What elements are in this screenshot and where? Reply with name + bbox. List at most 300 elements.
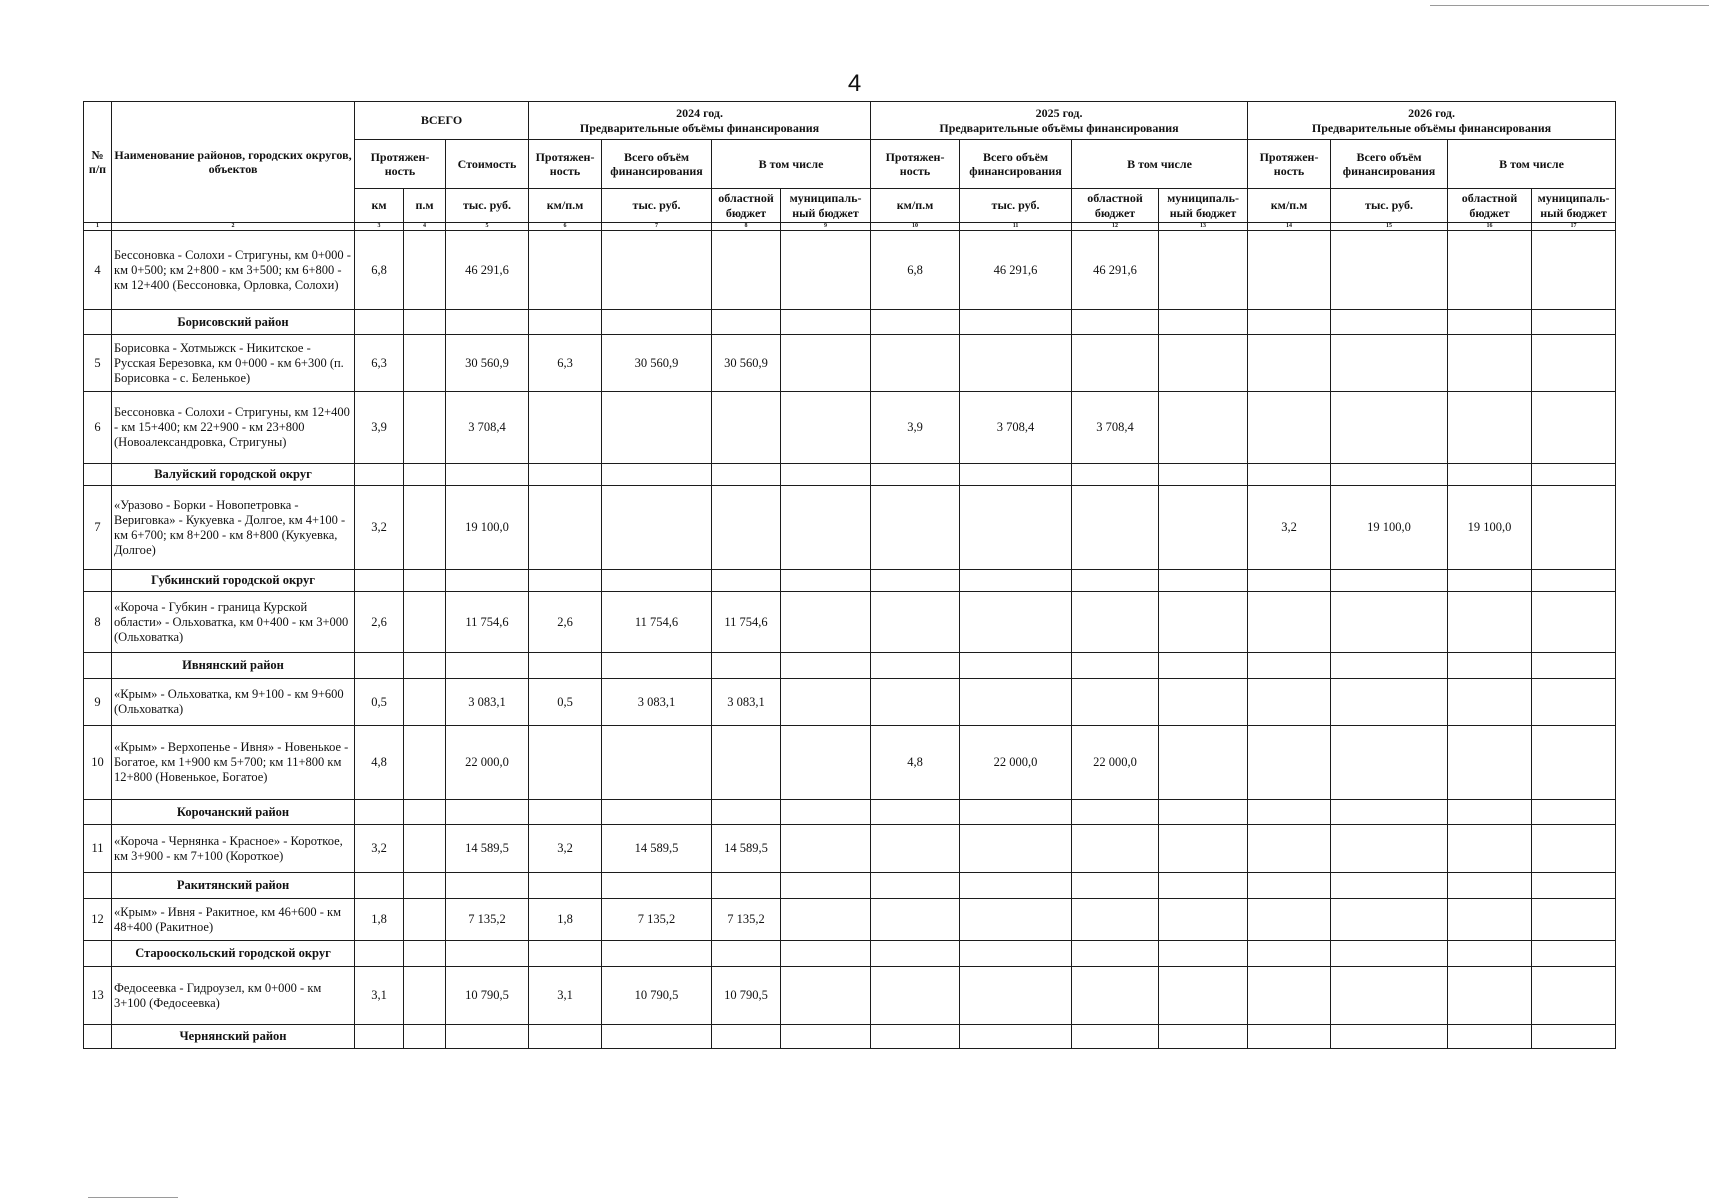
y25-length-header: Протяжен-ность (871, 140, 960, 189)
cell-y24-total (602, 231, 712, 310)
cell-y25-reg (1072, 967, 1159, 1025)
empty-cell (1331, 653, 1448, 679)
cell-y24-reg (712, 231, 781, 310)
cell-y26-total: 19 100,0 (1331, 486, 1448, 570)
cell-y24-mun (781, 231, 871, 310)
empty-cell (1072, 941, 1159, 967)
district-row (84, 653, 1616, 679)
cell-y25-len (871, 486, 960, 570)
cell-km: 2,6 (355, 592, 404, 653)
cell-y24-reg: 14 589,5 (712, 825, 781, 873)
empty-cell (84, 873, 112, 899)
cell-y24-total: 14 589,5 (602, 825, 712, 873)
object-name: «Крым» - Ольховатка, км 9+100 - км 9+600 (Ольховатка) (112, 679, 355, 726)
cell-y24-total: 11 754,6 (602, 592, 712, 653)
empty-cell (960, 873, 1072, 899)
district-name: Ивнянский район (112, 653, 355, 679)
cell-y26-len: 3,2 (1248, 486, 1331, 570)
empty-cell (960, 653, 1072, 679)
cell-cost: 30 560,9 (446, 335, 529, 392)
district-row (84, 570, 1616, 592)
column-numbers-row (84, 223, 1616, 231)
cell-y24-total: 3 083,1 (602, 679, 712, 726)
cell-y24-mun (781, 335, 871, 392)
year-subtitle: Предварительные объёмы финансирования (1311, 120, 1552, 135)
empty-cell (446, 464, 529, 486)
empty-cell (1532, 310, 1616, 335)
empty-cell (781, 570, 871, 592)
empty-cell (960, 941, 1072, 967)
empty-cell (1072, 800, 1159, 825)
district-name: Корочанский район (112, 800, 355, 825)
column-number: 2 (112, 223, 355, 231)
empty-cell (84, 310, 112, 335)
column-number: 16 (1448, 223, 1532, 231)
cell-y24-len: 3,2 (529, 825, 602, 873)
column-number: 14 (1248, 223, 1331, 231)
empty-cell (355, 464, 404, 486)
year-subtitle: Предварительные объёмы финансирования (939, 120, 1179, 135)
empty-cell (1331, 310, 1448, 335)
empty-cell (355, 941, 404, 967)
empty-cell (1532, 653, 1616, 679)
empty-cell (871, 800, 960, 825)
cell-y24-total (602, 486, 712, 570)
cell-y24-total: 10 790,5 (602, 967, 712, 1025)
cell-y25-len (871, 825, 960, 873)
cell-y26-total (1331, 967, 1448, 1025)
cell-y26-reg (1448, 335, 1532, 392)
empty-cell (1532, 941, 1616, 967)
cell-y25-len (871, 967, 960, 1025)
cell-y24-mun (781, 679, 871, 726)
y26-volume-header: Всего объём финансирования (1331, 140, 1448, 189)
cell-y25-len: 6,8 (871, 231, 960, 310)
object-name: Бессоновка - Солохи - Стригуны, км 0+000 - км 0+500; км 2+800 - км 3+500; км 6+800 - км 12+400 (Бессоновка, Орловка, Солохи) (112, 231, 355, 310)
empty-cell (1448, 873, 1532, 899)
empty-cell (446, 570, 529, 592)
row-number: 9 (84, 679, 112, 726)
cell-y26-total (1331, 726, 1448, 800)
cell-y26-len (1248, 392, 1331, 464)
cell-cost: 19 100,0 (446, 486, 529, 570)
year-2025-header (871, 102, 1248, 140)
cell-y24-reg (712, 726, 781, 800)
empty-cell (404, 570, 446, 592)
empty-cell (84, 653, 112, 679)
y26-incl-header: В том числе (1448, 140, 1616, 189)
cell-pm (404, 486, 446, 570)
cell-y25-reg: 22 000,0 (1072, 726, 1159, 800)
cell-y26-len (1248, 679, 1331, 726)
district-row (84, 873, 1616, 899)
column-number: 11 (960, 223, 1072, 231)
empty-cell (1072, 1025, 1159, 1049)
cell-km: 6,3 (355, 335, 404, 392)
empty-cell (1159, 941, 1248, 967)
column-number: 15 (1331, 223, 1448, 231)
empty-cell (1072, 873, 1159, 899)
cell-y24-mun (781, 899, 871, 941)
unit-regional: областной бюджет (712, 189, 781, 223)
unit-regional: областной бюджет (1072, 189, 1159, 223)
cell-y25-mun (1159, 335, 1248, 392)
unit-kmpm: км/п.м (871, 189, 960, 223)
column-number: 7 (602, 223, 712, 231)
row-number: 4 (84, 231, 112, 310)
cell-km: 4,8 (355, 726, 404, 800)
district-row (84, 464, 1616, 486)
col-total-header: ВСЕГО (355, 102, 529, 140)
empty-cell (1532, 800, 1616, 825)
year-title: 2024 год. (676, 106, 723, 121)
cell-y25-total (960, 592, 1072, 653)
unit-thous: тыс. руб. (602, 189, 712, 223)
total-length-header: Протяжен-ность (355, 140, 446, 189)
cell-y26-len (1248, 967, 1331, 1025)
cell-y24-mun (781, 967, 871, 1025)
cell-y26-reg (1448, 231, 1532, 310)
empty-cell (446, 310, 529, 335)
empty-cell (712, 570, 781, 592)
empty-cell (404, 800, 446, 825)
empty-cell (1331, 570, 1448, 592)
cell-y24-total: 7 135,2 (602, 899, 712, 941)
empty-cell (1159, 464, 1248, 486)
object-name: «Крым» - Ивня - Ракитное, км 46+600 - км 48+400 (Ракитное) (112, 899, 355, 941)
cell-y25-len (871, 679, 960, 726)
cell-y25-mun (1159, 899, 1248, 941)
district-name: Валуйский городской округ (112, 464, 355, 486)
cell-y24-mun (781, 592, 871, 653)
district-name: Борисовский район (112, 310, 355, 335)
empty-cell (1532, 873, 1616, 899)
cell-km: 3,9 (355, 392, 404, 464)
empty-cell (84, 570, 112, 592)
cell-y24-mun (781, 486, 871, 570)
cell-y25-reg (1072, 592, 1159, 653)
empty-cell (1248, 570, 1331, 592)
table-row (84, 825, 1616, 873)
cell-pm (404, 967, 446, 1025)
empty-cell (1331, 464, 1448, 486)
cell-y24-reg: 11 754,6 (712, 592, 781, 653)
row-number: 10 (84, 726, 112, 800)
unit-km: км (355, 189, 404, 223)
object-name: Бессоновка - Солохи - Стригуны, км 12+400 - км 15+400; км 22+900 - км 23+800 (Новоалександровка, Стригуны) (112, 392, 355, 464)
cell-y24-len (529, 392, 602, 464)
empty-cell (602, 800, 712, 825)
empty-cell (404, 653, 446, 679)
cell-y25-total (960, 486, 1072, 570)
empty-cell (84, 800, 112, 825)
column-number: 5 (446, 223, 529, 231)
cell-y25-reg: 46 291,6 (1072, 231, 1159, 310)
empty-cell (871, 310, 960, 335)
row-number: 5 (84, 335, 112, 392)
cell-y26-len (1248, 335, 1331, 392)
empty-cell (446, 653, 529, 679)
cell-y25-reg: 3 708,4 (1072, 392, 1159, 464)
cell-y26-len (1248, 592, 1331, 653)
empty-cell (602, 873, 712, 899)
object-name: «Крым» - Верхопенье - Ивня» - Новенькое - Богатое, км 1+900 км 5+700; км 11+800 км 12+800 (Новенькое, Богатое) (112, 726, 355, 800)
col-name-header: Наименование районов, городских округов, объектов (112, 102, 355, 223)
cell-y25-total: 22 000,0 (960, 726, 1072, 800)
empty-cell (355, 310, 404, 335)
empty-cell (1248, 941, 1331, 967)
cell-y24-mun (781, 726, 871, 800)
empty-cell (781, 800, 871, 825)
district-name: Чернянский район (112, 1025, 355, 1049)
cell-y25-len (871, 592, 960, 653)
column-number: 9 (781, 223, 871, 231)
cell-y24-len: 0,5 (529, 679, 602, 726)
empty-cell (1331, 941, 1448, 967)
empty-cell (781, 653, 871, 679)
empty-cell (871, 1025, 960, 1049)
empty-cell (960, 464, 1072, 486)
cell-y26-mun (1532, 486, 1616, 570)
empty-cell (1248, 800, 1331, 825)
empty-cell (712, 310, 781, 335)
cell-y25-len: 3,9 (871, 392, 960, 464)
empty-cell (1331, 873, 1448, 899)
cell-y25-mun (1159, 726, 1248, 800)
cell-km: 3,1 (355, 967, 404, 1025)
cell-y25-total: 46 291,6 (960, 231, 1072, 310)
district-name: Губкинский городской округ (112, 570, 355, 592)
empty-cell (529, 1025, 602, 1049)
cell-y26-len (1248, 231, 1331, 310)
empty-cell (1248, 653, 1331, 679)
y24-length-header: Протяжен-ность (529, 140, 602, 189)
cell-y26-len (1248, 899, 1331, 941)
y25-incl-header: В том числе (1072, 140, 1248, 189)
cell-km: 3,2 (355, 486, 404, 570)
empty-cell (1448, 310, 1532, 335)
cell-y25-reg (1072, 825, 1159, 873)
column-number: 12 (1072, 223, 1159, 231)
year-title: 2026 год. (1408, 106, 1455, 121)
table-row (84, 679, 1616, 726)
empty-cell (1072, 570, 1159, 592)
empty-cell (1072, 310, 1159, 335)
cell-y25-mun (1159, 825, 1248, 873)
cell-pm (404, 899, 446, 941)
row-number: 12 (84, 899, 112, 941)
cell-cost: 3 708,4 (446, 392, 529, 464)
cell-y26-reg (1448, 825, 1532, 873)
table-row (84, 967, 1616, 1025)
cell-y26-reg (1448, 967, 1532, 1025)
cell-y24-reg: 30 560,9 (712, 335, 781, 392)
district-row (84, 800, 1616, 825)
column-number: 13 (1159, 223, 1248, 231)
row-number: 7 (84, 486, 112, 570)
column-number: 3 (355, 223, 404, 231)
cell-y26-total (1331, 592, 1448, 653)
empty-cell (712, 873, 781, 899)
empty-cell (1159, 653, 1248, 679)
cell-cost: 10 790,5 (446, 967, 529, 1025)
year-subtitle: Предварительные объёмы финансирования (579, 120, 820, 135)
empty-cell (446, 1025, 529, 1049)
cell-pm (404, 392, 446, 464)
column-number: 6 (529, 223, 602, 231)
unit-municipal: муниципаль-ный бюджет (1532, 189, 1616, 223)
cell-y25-mun (1159, 231, 1248, 310)
cell-y24-len (529, 726, 602, 800)
table-row (84, 899, 1616, 941)
empty-cell (960, 570, 1072, 592)
year-title: 2025 год. (1035, 106, 1083, 121)
empty-cell (871, 873, 960, 899)
empty-cell (1532, 1025, 1616, 1049)
empty-cell (355, 570, 404, 592)
empty-cell (602, 1025, 712, 1049)
empty-cell (529, 310, 602, 335)
cell-y24-reg (712, 486, 781, 570)
cell-pm (404, 592, 446, 653)
empty-cell (712, 941, 781, 967)
row-number: 13 (84, 967, 112, 1025)
empty-cell (404, 310, 446, 335)
cell-y25-len (871, 335, 960, 392)
cell-y25-len: 4,8 (871, 726, 960, 800)
financing-table (83, 101, 1616, 1049)
unit-municipal: муниципаль-ный бюджет (1159, 189, 1248, 223)
empty-cell (871, 941, 960, 967)
empty-cell (1331, 1025, 1448, 1049)
cell-km: 0,5 (355, 679, 404, 726)
empty-cell (529, 873, 602, 899)
empty-cell (355, 653, 404, 679)
empty-cell (529, 941, 602, 967)
table-body (84, 231, 1616, 1049)
column-number: 4 (404, 223, 446, 231)
empty-cell (1331, 800, 1448, 825)
district-row (84, 310, 1616, 335)
empty-cell (1159, 310, 1248, 335)
unit-thous: тыс. руб. (960, 189, 1072, 223)
cell-y26-len (1248, 825, 1331, 873)
empty-cell (529, 464, 602, 486)
empty-cell (1248, 1025, 1331, 1049)
page-number: 4 (847, 70, 862, 97)
column-number: 8 (712, 223, 781, 231)
empty-cell (781, 1025, 871, 1049)
cell-km: 3,2 (355, 825, 404, 873)
cell-y26-total (1331, 335, 1448, 392)
year-2026-header (1248, 102, 1616, 140)
year-2024-header (529, 102, 871, 140)
empty-cell (712, 800, 781, 825)
empty-cell (602, 310, 712, 335)
y25-volume-header: Всего объём финансирования (960, 140, 1072, 189)
cell-y24-total: 30 560,9 (602, 335, 712, 392)
scan-line-bottom (88, 1197, 178, 1198)
cell-y26-reg (1448, 679, 1532, 726)
cell-pm (404, 679, 446, 726)
cell-y25-mun (1159, 392, 1248, 464)
object-name: «Короча - Губкин - граница Курской области» - Ольховатка, км 0+400 - км 3+000 (Ольховатка) (112, 592, 355, 653)
table-row (84, 335, 1616, 392)
district-name: Старооскольский городской округ (112, 941, 355, 967)
empty-cell (1532, 570, 1616, 592)
cell-y24-mun (781, 392, 871, 464)
cell-y26-total (1331, 825, 1448, 873)
cell-y25-reg (1072, 335, 1159, 392)
empty-cell (781, 464, 871, 486)
cell-pm (404, 335, 446, 392)
table-row (84, 726, 1616, 800)
empty-cell (1159, 1025, 1248, 1049)
cell-y25-total (960, 335, 1072, 392)
empty-cell (1448, 464, 1532, 486)
cell-y26-len (1248, 726, 1331, 800)
district-row (84, 941, 1616, 967)
unit-thous: тыс. руб. (1331, 189, 1448, 223)
cell-pm (404, 726, 446, 800)
cell-y24-len: 1,8 (529, 899, 602, 941)
object-name: «Уразово - Борки - Новопетровка - Вериговка» - Кукуевка - Долгое, км 4+100 - км 6+700; км 8+200 - км 8+800 (Кукуевка, Долгое) (112, 486, 355, 570)
cell-km: 6,8 (355, 231, 404, 310)
empty-cell (781, 873, 871, 899)
y26-length-header: Протяжен-ность (1248, 140, 1331, 189)
cell-y26-mun (1532, 231, 1616, 310)
district-row (84, 1025, 1616, 1049)
column-number: 17 (1532, 223, 1616, 231)
cell-y25-total (960, 967, 1072, 1025)
table-header (84, 102, 1616, 231)
empty-cell (1448, 941, 1532, 967)
unit-thous: тыс. руб. (446, 189, 529, 223)
empty-cell (404, 1025, 446, 1049)
cell-y25-reg (1072, 486, 1159, 570)
empty-cell (1072, 653, 1159, 679)
unit-municipal: муниципаль-ный бюджет (781, 189, 871, 223)
object-name: Борисовка - Хотмыжск - Никитское - Русская Березовка, км 0+000 - км 6+300 (п. Борисовка - с. Беленькое) (112, 335, 355, 392)
cell-y24-reg: 7 135,2 (712, 899, 781, 941)
empty-cell (355, 1025, 404, 1049)
column-number: 10 (871, 223, 960, 231)
empty-cell (602, 570, 712, 592)
cell-y25-mun (1159, 679, 1248, 726)
unit-kmpm: км/п.м (1248, 189, 1331, 223)
cell-y24-total (602, 726, 712, 800)
cell-y26-reg (1448, 392, 1532, 464)
empty-cell (404, 873, 446, 899)
empty-cell (602, 464, 712, 486)
cell-y25-total (960, 679, 1072, 726)
cell-y26-mun (1532, 392, 1616, 464)
empty-cell (781, 310, 871, 335)
empty-cell (960, 310, 1072, 335)
cell-y25-reg (1072, 899, 1159, 941)
table-row (84, 231, 1616, 310)
empty-cell (529, 800, 602, 825)
cell-y25-total (960, 825, 1072, 873)
cell-y26-mun (1532, 592, 1616, 653)
empty-cell (446, 800, 529, 825)
empty-cell (355, 873, 404, 899)
empty-cell (1248, 464, 1331, 486)
cell-km: 1,8 (355, 899, 404, 941)
cell-y24-total (602, 392, 712, 464)
cell-y26-total (1331, 231, 1448, 310)
y24-incl-header: В том числе (712, 140, 871, 189)
